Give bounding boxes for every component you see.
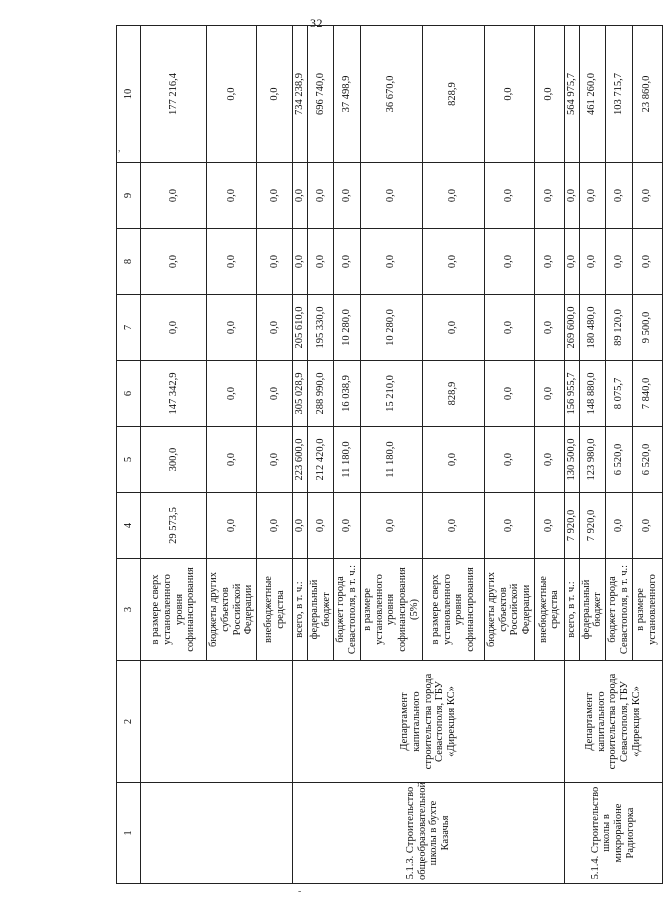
value-cell: 0,0 [257, 295, 293, 361]
funding-source: бюджет города Севастополя, в т. ч.: [606, 559, 633, 661]
page-number: 32 [310, 16, 323, 30]
value-cell: 0,0 [606, 493, 633, 559]
value-cell: 0,0 [257, 229, 293, 295]
value-cell: 0,0 [307, 493, 334, 559]
value-cell: 0,0 [207, 229, 257, 295]
column-header: 7 [117, 295, 141, 361]
value-cell: 0,0 [632, 493, 662, 559]
value-cell: 8 075,7 [606, 361, 633, 427]
value-cell: 7 840,0 [632, 361, 662, 427]
value-cell: 0,0 [360, 229, 422, 295]
value-cell: 123 980,0 [579, 427, 606, 493]
value-cell: 0,0 [257, 26, 293, 163]
value-cell: 0,0 [422, 229, 484, 295]
stray-comma-mark: , [118, 143, 121, 154]
value-cell: 0,0 [632, 163, 662, 229]
value-cell: 180 480,0 [579, 295, 606, 361]
value-cell: 0,0 [360, 163, 422, 229]
value-cell: 103 715,7 [606, 26, 633, 163]
value-cell: 288 990,0 [307, 361, 334, 427]
table-row [293, 26, 308, 884]
funding-source: в размере установленного уровня софинансирования (5%) [360, 559, 422, 661]
value-cell: 0,0 [484, 493, 534, 559]
value-cell: 734 238,9 [293, 26, 308, 163]
value-cell: 10 280,0 [334, 295, 361, 361]
value-cell: 15 210,0 [360, 361, 422, 427]
funding-source: в размере сверх установленного уровня софинансирования [141, 559, 207, 661]
value-cell: 205 610,0 [293, 295, 308, 361]
funding-table [116, 25, 663, 884]
value-cell: 828,9 [422, 361, 484, 427]
column-header: 4 [117, 493, 141, 559]
value-cell: 0,0 [141, 295, 207, 361]
column-header: 5 [117, 427, 141, 493]
value-cell: 37 498,9 [334, 26, 361, 163]
value-cell: 0,0 [207, 361, 257, 427]
funding-source: в размере сверх установленного уровня софинансирования [422, 559, 484, 661]
value-cell: 0,0 [257, 493, 293, 559]
value-cell: 564 975,7 [564, 26, 579, 163]
value-cell: 0,0 [484, 163, 534, 229]
funding-source: внебюджетные средства [257, 559, 293, 661]
value-cell: 23 860,0 [632, 26, 662, 163]
stray-dash-mark: - [298, 886, 302, 897]
value-cell: 0,0 [534, 361, 564, 427]
value-cell: 130 500,0 [564, 427, 579, 493]
value-cell: 0,0 [534, 493, 564, 559]
value-cell: 0,0 [360, 493, 422, 559]
value-cell: 0,0 [534, 229, 564, 295]
value-cell: 147 342,9 [141, 361, 207, 427]
value-cell: 0,0 [564, 163, 579, 229]
column-header: 10 [117, 26, 141, 163]
value-cell: 0,0 [606, 229, 633, 295]
value-cell: 10 280,0 [360, 295, 422, 361]
column-header: 6 [117, 361, 141, 427]
value-cell: 212 420,0 [307, 427, 334, 493]
empty-name-cell [141, 783, 293, 884]
executor-5-1-3: Департамент капитального строительства города Севастополя, ГБУ «Дирекция КС» [293, 661, 565, 783]
project-name-5-1-4: 5.1.4. Строительство школы в микрорайоне Радиогорка [564, 783, 662, 884]
value-cell: 0,0 [334, 229, 361, 295]
value-cell: 0,0 [606, 163, 633, 229]
value-cell: 16 038,9 [334, 361, 361, 427]
value-cell: 0,0 [564, 229, 579, 295]
table-row [141, 26, 207, 884]
value-cell: 0,0 [257, 427, 293, 493]
column-header: 2 [117, 661, 141, 783]
value-cell: 696 740,0 [307, 26, 334, 163]
column-header: 1 [117, 783, 141, 884]
value-cell: 0,0 [257, 163, 293, 229]
value-cell: 7 920,0 [564, 493, 579, 559]
column-header: 9 [117, 163, 141, 229]
value-cell: 0,0 [141, 163, 207, 229]
funding-source: бюджеты других субъектов Российской Федерации [484, 559, 534, 661]
funding-source: всего, в т. ч.: [564, 559, 579, 661]
value-cell: 9 500,0 [632, 295, 662, 361]
value-cell: 0,0 [334, 163, 361, 229]
value-cell: 6 520,0 [632, 427, 662, 493]
value-cell: 0,0 [422, 163, 484, 229]
value-cell: 0,0 [293, 493, 308, 559]
value-cell: 0,0 [534, 295, 564, 361]
value-cell: 0,0 [534, 26, 564, 163]
value-cell: 29 573,5 [141, 493, 207, 559]
value-cell: 0,0 [207, 493, 257, 559]
value-cell: 0,0 [307, 163, 334, 229]
project-name-5-1-3: 5.1.3. Строительство общеобразовательной школы в бухте Казачья [293, 783, 565, 884]
funding-source: бюджет города Севастополя, в т. ч.: [334, 559, 361, 661]
value-cell: 0,0 [293, 163, 308, 229]
value-cell: 0,0 [207, 295, 257, 361]
value-cell: 269 600,0 [564, 295, 579, 361]
table-header-row [117, 26, 141, 884]
funding-source: внебюджетные средства [534, 559, 564, 661]
value-cell: 305 028,9 [293, 361, 308, 427]
value-cell: 0,0 [422, 295, 484, 361]
value-cell: 0,0 [579, 163, 606, 229]
funding-source: федеральный бюджет [579, 559, 606, 661]
value-cell: 7 920,0 [579, 493, 606, 559]
value-cell: 461 260,0 [579, 26, 606, 163]
funding-source: федеральный бюджет [307, 559, 334, 661]
empty-executor-cell [141, 661, 293, 783]
value-cell: 0,0 [207, 163, 257, 229]
value-cell: 0,0 [534, 163, 564, 229]
value-cell: 0,0 [632, 229, 662, 295]
value-cell: 0,0 [484, 295, 534, 361]
column-header: 3 [117, 559, 141, 661]
value-cell: 0,0 [422, 427, 484, 493]
value-cell: 0,0 [484, 427, 534, 493]
value-cell: 0,0 [293, 229, 308, 295]
table-row [564, 26, 579, 884]
value-cell: 11 180,0 [334, 427, 361, 493]
value-cell: 0,0 [141, 229, 207, 295]
value-cell: 195 330,0 [307, 295, 334, 361]
value-cell: 156 955,7 [564, 361, 579, 427]
executor-5-1-4: Департамент капитального строительства города Севастополя, ГБУ «Дирекция КС» [564, 661, 662, 783]
value-cell: 148 880,0 [579, 361, 606, 427]
value-cell: 0,0 [207, 26, 257, 163]
value-cell: 0,0 [534, 427, 564, 493]
funding-source: в размере установленного [632, 559, 662, 661]
value-cell: 0,0 [307, 229, 334, 295]
value-cell: 300,0 [141, 427, 207, 493]
value-cell: 223 600,0 [293, 427, 308, 493]
value-cell: 0,0 [257, 361, 293, 427]
funding-source: бюджеты других субъектов Российской Федерации [207, 559, 257, 661]
value-cell: 11 180,0 [360, 427, 422, 493]
value-cell: 0,0 [579, 229, 606, 295]
value-cell: 828,9 [422, 26, 484, 163]
value-cell: 0,0 [484, 361, 534, 427]
value-cell: 36 670,0 [360, 26, 422, 163]
value-cell: 0,0 [422, 493, 484, 559]
value-cell: 0,0 [207, 427, 257, 493]
rotated-table-wrapper [116, 26, 658, 884]
value-cell: 6 520,0 [606, 427, 633, 493]
value-cell: 0,0 [334, 493, 361, 559]
value-cell: 177 216,4 [141, 26, 207, 163]
value-cell: 0,0 [484, 229, 534, 295]
value-cell: 89 120,0 [606, 295, 633, 361]
value-cell: 0,0 [484, 26, 534, 163]
funding-source: всего, в т. ч.: [293, 559, 308, 661]
column-header: 8 [117, 229, 141, 295]
